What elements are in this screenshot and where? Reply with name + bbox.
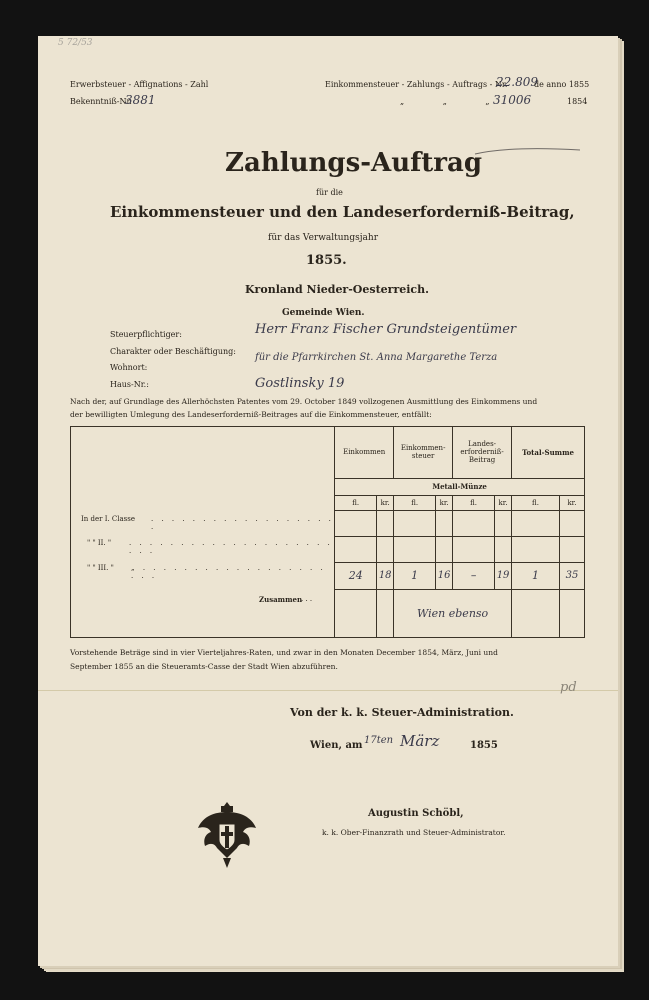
unit-fl: fl. xyxy=(453,495,495,510)
r3-landes-fl: – xyxy=(453,562,495,589)
r3-steuer-kr: 16 xyxy=(436,562,453,589)
row-label-1: In der I. Classe xyxy=(81,515,136,523)
zusammen-dots: . . . xyxy=(301,595,313,603)
col-einkommensteuer: Einkommen-steuer xyxy=(394,427,453,479)
header-left-line2-value: 3881 xyxy=(125,93,156,107)
header-right-line2-year: 1854 xyxy=(567,97,588,106)
pencil-scribble: pd xyxy=(560,680,577,695)
row-dots-3: „ . . . . . . . . . . . . . . . . . . . . . xyxy=(131,564,326,580)
place-label: Wien, am xyxy=(310,740,363,751)
unit-kr: kr. xyxy=(559,495,584,510)
col-einkommen: Einkommen xyxy=(335,427,394,479)
paper-fold xyxy=(38,690,618,691)
header-right-line1-suffix: de anno 1855 xyxy=(534,80,590,89)
r3-landes-kr: 19 xyxy=(495,562,512,589)
r3-steuer-fl: 1 xyxy=(394,562,436,589)
double-eagle-emblem-icon xyxy=(195,798,260,870)
document-title: Zahlungs-Auftrag xyxy=(225,148,483,178)
title-fuer-jahr: für das Verwaltungsjahr xyxy=(268,233,378,243)
intro-line2: der bewilligten Umlegung des Landeserforderniß-Beitrages auf die Einkommensteuer, entfällt: xyxy=(70,410,432,419)
date-month: März xyxy=(400,732,440,750)
signer-name: Augustin Schöbl, xyxy=(368,808,464,819)
col-total: Total-Summe xyxy=(512,427,585,479)
metall-muenze: Metall-Münze xyxy=(335,478,585,495)
signer-title: k. k. Ober-Finanzrath und Steuer-Administrator. xyxy=(322,828,506,837)
unit-kr: kr. xyxy=(436,495,453,510)
unit-fl: fl. xyxy=(394,495,436,510)
zusammen-note: Wien ebenso xyxy=(394,589,512,637)
header-left-line1: Erwerbsteuer - Affignations - Zahl xyxy=(70,80,209,89)
pencil-reference: 5 72/53 xyxy=(58,38,93,48)
col-landes: Landes-erforderniß-Beitrag xyxy=(453,427,512,479)
admin-label: Von der k. k. Steuer-Administration. xyxy=(290,706,514,719)
unit-kr: kr. xyxy=(495,495,512,510)
value-haus: Gostlinsky 19 xyxy=(255,376,345,391)
label-wohnort: Wohnort: xyxy=(110,363,148,372)
kronland-label: Kronland Nieder-Oesterreich. xyxy=(245,283,429,296)
footer-text1: Vorstehende Beträge sind in vier Vierteljahres-Raten, und zwar in den Monaten December 1854, März, Juni und xyxy=(70,648,498,657)
row-label-3: " " III. " xyxy=(87,564,114,572)
unit-kr: kr. xyxy=(377,495,394,510)
footer-text2: September 1855 an die Steueramts-Casse der Stadt Wien abzuführen. xyxy=(70,662,338,671)
r3-total-kr: 35 xyxy=(559,562,584,589)
gemeinde-label: Gemeinde Wien. xyxy=(282,308,365,318)
r3-total-fl: 1 xyxy=(512,562,560,589)
header-flourish xyxy=(470,140,590,160)
row-label-2: " " II. " xyxy=(87,539,112,547)
zusammen-label: Zusammen xyxy=(259,595,303,604)
unit-fl: fl. xyxy=(335,495,377,510)
value-beschaeftigung: für die Pfarrkirchen St. Anna Margarethe Terza xyxy=(255,352,498,363)
row-dots-2: . . . . . . . . . . . . . . . . . . . . . . . xyxy=(129,539,333,555)
title-fuer-die: für die xyxy=(316,188,343,197)
label-steuerpflichtiger: Steuerpflichtiger: xyxy=(110,330,182,339)
date-year: 1855 xyxy=(470,740,498,751)
r3-einkommen-kr: 18 xyxy=(377,562,394,589)
header-left-line2-label: Bekenntniß-Nr. xyxy=(70,97,132,106)
header-right-line2-value: 31006 xyxy=(493,93,532,107)
header-right-line1-label: Einkommensteuer - Zahlungs - Auftrags - Nr. xyxy=(325,80,508,89)
document-subtitle: Einkommensteuer und den Landeserforderniß-Beitrag, xyxy=(110,203,575,221)
value-taxpayer-name: Herr Franz Fischer Grundsteigentümer xyxy=(255,322,517,337)
tax-table xyxy=(70,426,585,638)
unit-fl: fl. xyxy=(512,495,560,510)
ditto-marks: „ „ „ xyxy=(400,97,508,106)
r3-einkommen-fl: 24 xyxy=(335,562,377,589)
label-haus: Haus-Nr.: xyxy=(110,380,149,389)
table-label-column xyxy=(71,427,335,638)
label-charakter: Charakter oder Beschäftigung: xyxy=(110,347,236,356)
title-year: 1855. xyxy=(306,253,347,268)
row-dots-1: . . . . . . . . . . . . . . . . . . . xyxy=(151,515,334,531)
date-day: 17ten xyxy=(364,735,394,746)
intro-line1: Nach der, auf Grundlage des Allerhöchsten Patentes vom 29. October 1849 vollzogenen Ausmittlung des Einkommens und xyxy=(70,397,538,406)
header-right-line1-value: 22.809 xyxy=(496,75,538,89)
